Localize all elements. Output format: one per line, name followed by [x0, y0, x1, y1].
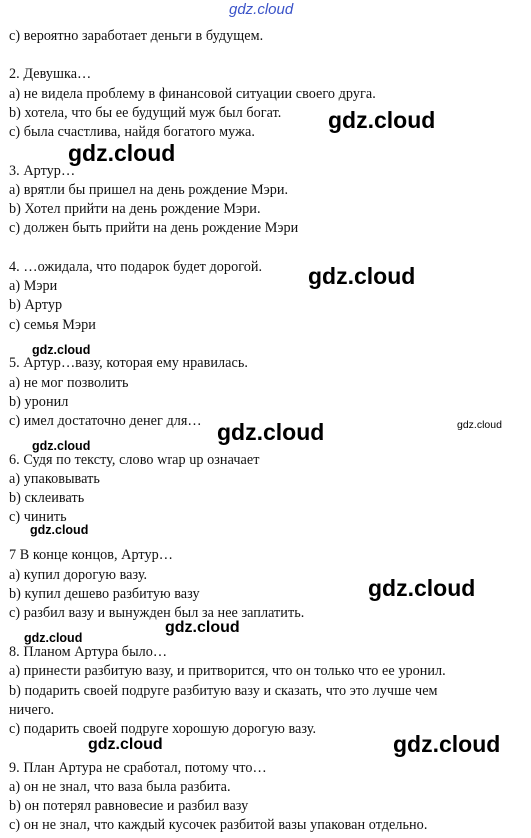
answer-option: c) подарить своей подруге хорошую дорогую вазу.	[9, 721, 317, 737]
watermark: gdz.cloud	[88, 736, 163, 753]
answer-option: b) уронил	[9, 394, 69, 410]
watermark: gdz.cloud	[368, 575, 476, 601]
question-heading: 7 В конце концов, Артур…	[9, 547, 174, 563]
question-heading: 4. …ожидала, что подарок будет дорогой.	[9, 259, 263, 275]
watermark: gdz.cloud	[32, 439, 91, 453]
answer-option: c) семья Мэри	[9, 317, 96, 333]
watermark: gdz.cloud	[24, 631, 83, 645]
answer-option: a) он не знал, что ваза была разбита.	[9, 779, 231, 795]
question-heading: 5. Артур…вазу, которая ему нравилась.	[9, 355, 248, 371]
question-heading: 2. Девушка…	[9, 66, 92, 82]
answer-option: a) принести разбитую вазу, и притворится, что он только что ее уронил.	[9, 663, 446, 679]
answer-option: c) имел достаточно денег для…	[9, 413, 202, 429]
question-heading: 6. Судя по тексту, слово wrap up означает	[9, 452, 260, 468]
watermark: gdz.cloud	[217, 419, 325, 445]
question-heading: 8. Планом Артура было…	[9, 644, 168, 660]
answer-option: a) упаковывать	[9, 471, 100, 487]
watermark: gdz.cloud	[229, 1, 294, 18]
answer-option: a) не видела проблему в финансовой ситуации своего друга.	[9, 86, 376, 102]
answer-option: c) должен быть прийти на день рождение Мэри	[9, 220, 299, 236]
watermark: gdz.cloud	[328, 107, 436, 133]
answer-option: b) хотела, что бы ее будущий муж был богат.	[9, 105, 282, 121]
watermark: gdz.cloud	[68, 140, 176, 166]
watermark: gdz.cloud	[393, 731, 501, 757]
watermark: gdz.cloud	[30, 523, 89, 537]
answer-option: b) он потерял равновесие и разбил вазу	[9, 798, 249, 814]
watermark: gdz.cloud	[32, 343, 91, 357]
question-heading: 9. План Артура не сработал, потому что…	[9, 760, 267, 776]
answer-option-continued: ничего.	[9, 702, 55, 718]
answer-option: c) вероятно заработает деньги в будущем.	[9, 28, 264, 44]
watermark: gdz.cloud	[457, 419, 502, 431]
answer-option: b) подарить своей подруге разбитую вазу и сказать, что это лучше чем	[9, 683, 438, 699]
answer-option: b) купил дешево разбитую вазу	[9, 586, 200, 602]
answer-option: c) была счастлива, найдя богатого мужа.	[9, 124, 255, 140]
answer-option: c) он не знал, что каждый кусочек разбитой вазы упакован отдельно.	[9, 817, 428, 833]
answer-option: c) чинить	[9, 509, 67, 525]
answer-option: a) врятли бы пришел на день рождение Мэри.	[9, 182, 289, 198]
question-heading: 3. Артур…	[9, 163, 76, 179]
answer-option: b) Хотел прийти на день рождение Мэри.	[9, 201, 261, 217]
answer-option: b) Артур	[9, 297, 63, 313]
watermark: gdz.cloud	[308, 263, 416, 289]
answer-option: a) Мэри	[9, 278, 58, 294]
answer-option: a) не мог позволить	[9, 375, 129, 391]
watermark: gdz.cloud	[165, 619, 240, 636]
answer-option: a) купил дорогую вазу.	[9, 567, 148, 583]
answer-option: b) склеивать	[9, 490, 85, 506]
answer-option: c) разбил вазу и вынужден был за нее заплатить.	[9, 605, 305, 621]
